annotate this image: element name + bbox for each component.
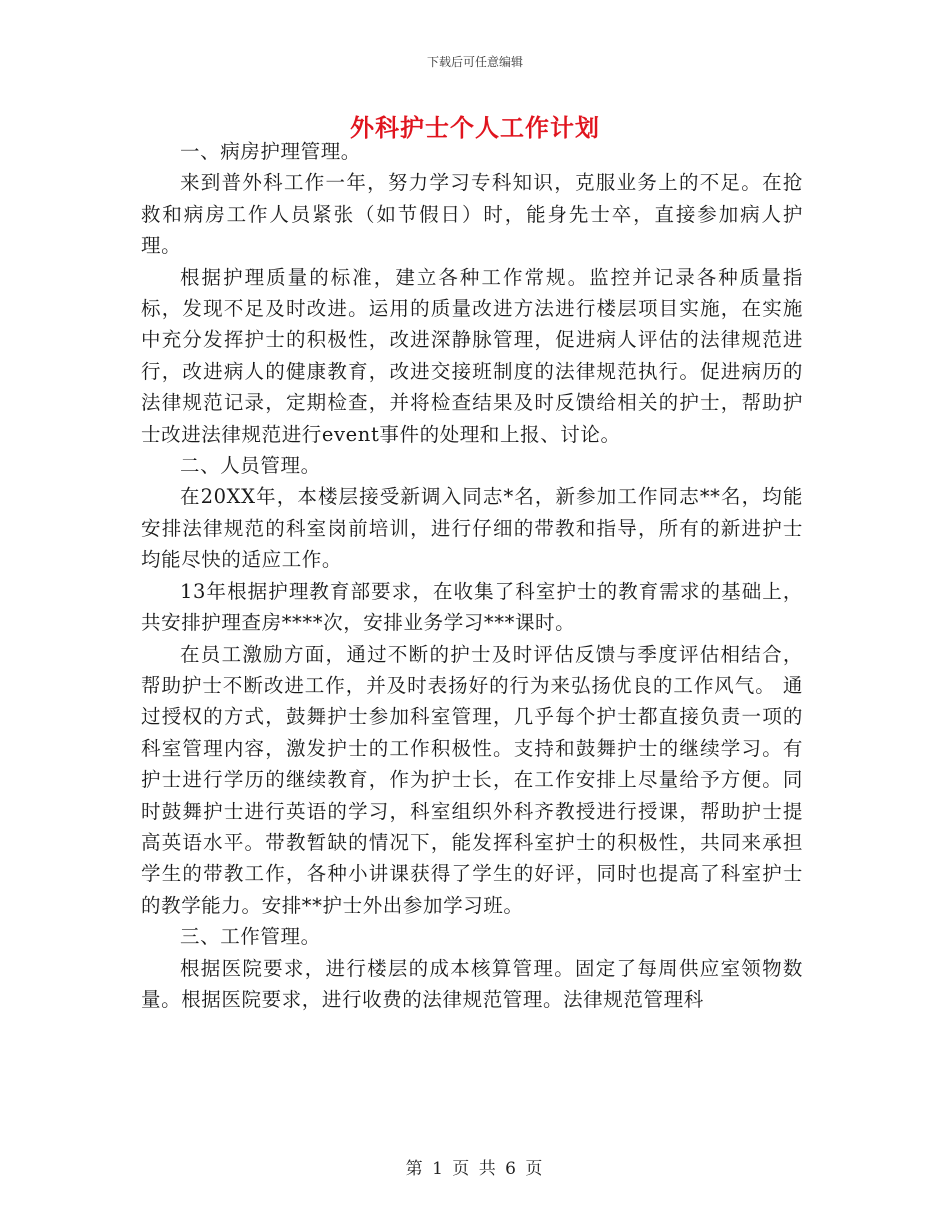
header-note: 下载后可任意编辑 — [426, 55, 523, 69]
section-heading-3: 三、工作管理。 — [180, 925, 321, 949]
section-heading-2: 二、人员管理。 — [180, 454, 321, 478]
document-body — [141, 136, 803, 1015]
document-title: 外科护士个人工作计划 — [350, 113, 600, 142]
paragraph: 根据医院要求，进行楼层的成本核算管理。固定了每周供应室领物数量。根据医院要求，进行收费的法律规范管理。法律规范管理科 — [141, 956, 803, 1011]
page-footer: 第 1 页 共 6 页 — [405, 1159, 545, 1179]
paragraph: 13年根据护理教育部要求，在收集了科室护士的教育需求的基础上，共安排护理查房****次，安排业务学习***课时。 — [141, 579, 803, 635]
paragraph: 来到普外科工作一年，努力学习专科知识，克服业务上的不足。在抢救和病房工作人员紧张（如节假日）时，能身先士卒，直接参加病人护理。 — [141, 171, 803, 258]
section-heading-1: 一、病房护理管理。 — [180, 140, 361, 163]
paragraph: 根据护理质量的标准，建立各种工作常规。监控并记录各种质量指标，发现不足及时改进。运用的质量改进方法进行楼层项目实施，在实施中充分发挥护士的积极性，改进深静脉管理，促进病人评估的法律规范进行，改进病人的健康教育，改进交接班制度的法律规范执行。促进病历的法律规范记录，定期检查，并将检查结果及时反馈给相关的护士，帮助护士改进法律规范进行event事件的处理和上报、讨论。 — [141, 265, 803, 446]
paragraph: 在20XX年，本楼层接受新调入同志*名，新参加工作同志**名，均能安排法律规范的科室岗前培训，进行仔细的带教和指导，所有的新进护士均能尽快的适应工作。 — [141, 485, 803, 572]
paragraph: 在员工激励方面，通过不断的护士及时评估反馈与季度评估相结合，帮助护士不断改进工作，并及时表扬好的行为来弘扬优良的工作风气。 通过授权的方式，鼓舞护士参加科室管理，几乎每个护士都直接负责一项的科室管理内容，激发护士的工作积极性。支持和鼓舞护士的继续学习。有护士进行学历的继续教育，作为护士长，在工作安排上尽量给予方便。同时鼓舞护士进行英语的学习，科室组织外科齐教授进行授课，帮助护士提高英语水平。带教暂缺的情况下，能发挥科室护士的积极性，共同来承担学生的带教工作，各种小讲课获得了学生的好评，同时也提高了科室护士的教学能力。安排**护士外出参加学习班。 — [141, 642, 803, 917]
